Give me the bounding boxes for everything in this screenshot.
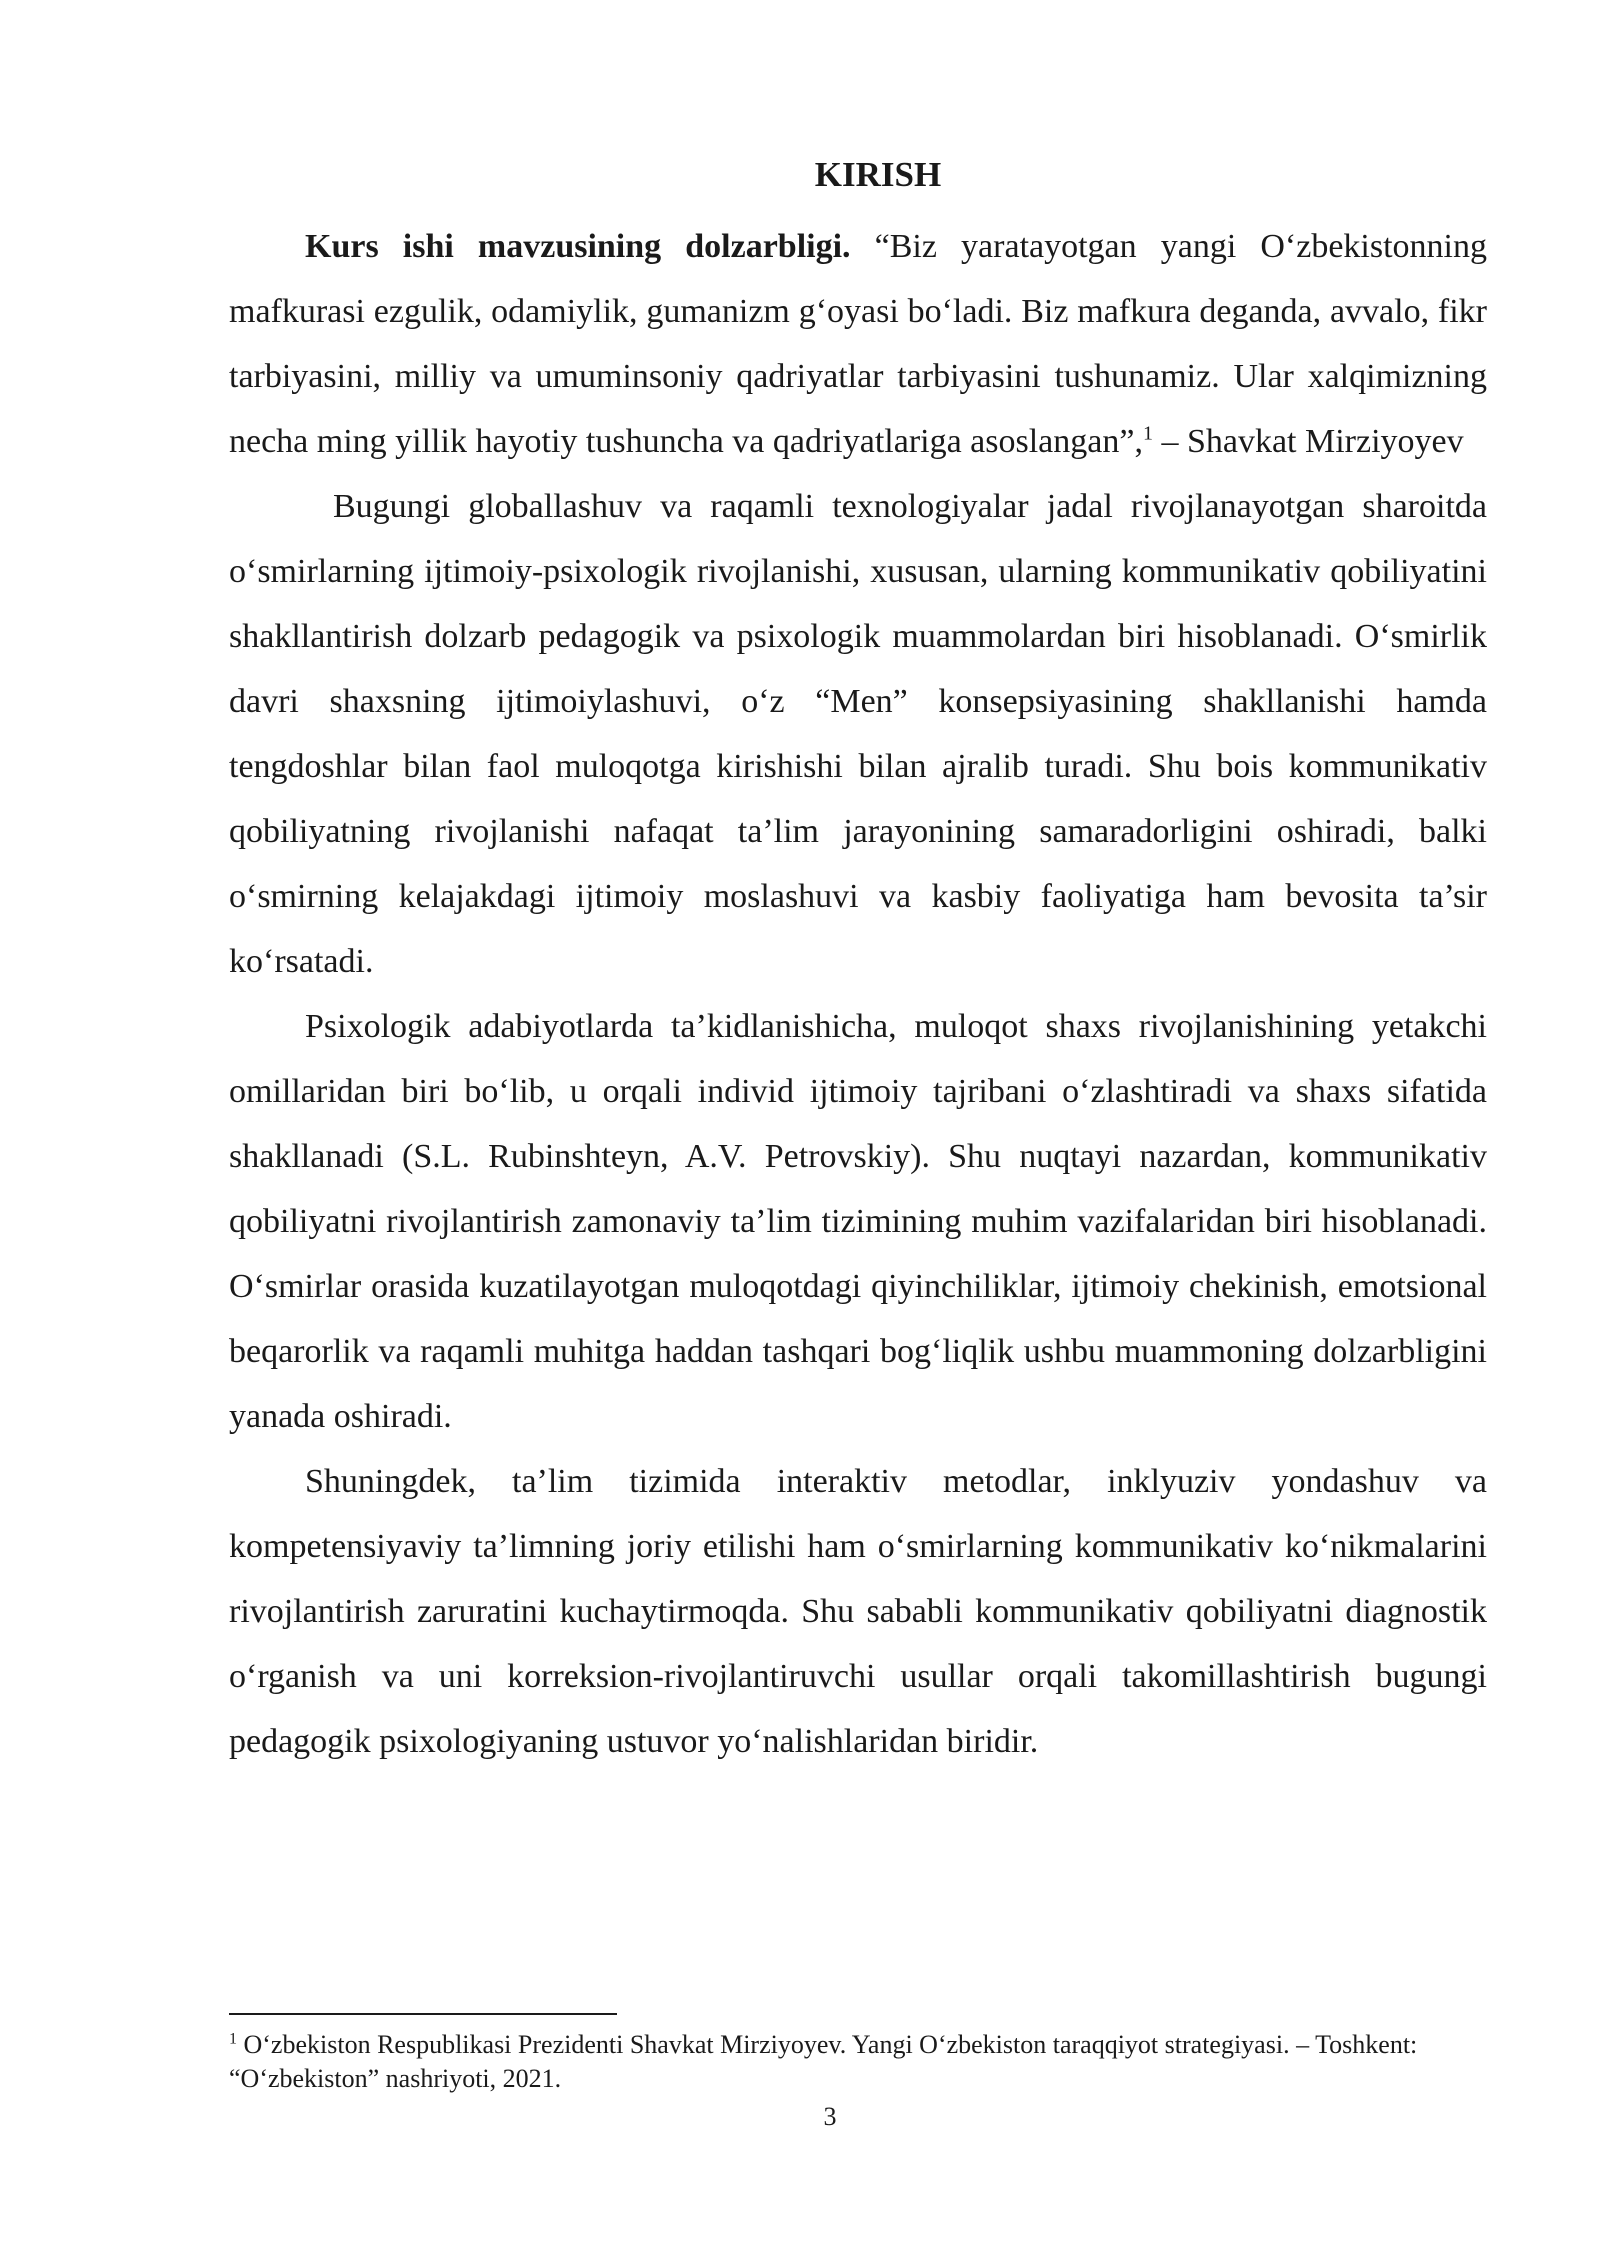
footnote-reference: 1 [1142, 422, 1153, 445]
president-quote: “Biz yaratayotgan yangi O‘zbekistonning mafkurasi ezgulik, odamiylik, gumanizm g‘oyasi bo‘ladi. Biz mafkura deganda, avvalo, fikr tarbiyasini, milliy va umuminsoniy qadriyatlar tarbiyasini tushunamiz. Ular xalqimizning necha ming yillik hayotiy tushuncha va qadriyatlariga asoslangan”, [229, 228, 1487, 460]
paragraph-relevance [229, 214, 1487, 474]
section-title: KIRISH [814, 155, 942, 194]
page-number: 3 [823, 2102, 837, 2131]
paragraph-literature: Psixologik adabiyotlarda ta’kidlanishicha, muloqot shaxs rivojlanishining yetakchi omillaridan biri bo‘lib, u orqali individ ijtimoiy tajribani o‘zlashtiradi va shaxs sifatida shakllanadi (S.L. Rubinshteyn, A.V. Petrovskiy). Shu nuqtayi nazardan, kommunikativ qobiliyatni rivojlantirish zamonaviy ta’lim tizimining muhim vazifalaridan biri hisoblanadi. O‘smirlar orasida kuzatilayotgan muloqotdagi qiyinchiliklar, ijtimoiy chekinish, emotsional beqarorlik va raqamli muhitga haddan tashqari bog‘liqlik ushbu muammoning dolzarbligini yanada oshiradi. [229, 1008, 1487, 1435]
footnote-marker: 1 [229, 2030, 237, 2048]
footnote [229, 2028, 1487, 2096]
paragraph-education-system: Shuningdek, ta’lim tizimida interaktiv metodlar, inklyuziv yondashuv va kompetensiyaviy ta’limning joriy etilishi ham o‘smirlarning kommunikativ ko‘nikmalarini rivojlantirish zaruratini kuchaytirmoqda. Shu sababli kommunikativ qobiliyatni diagnostik o‘rganish va uni korreksion-rivojlantiruvchi usullar orqali takomillashtirish bugungi pedagogik psixologiyaning ustuvor yo‘nalishlaridan biridir. [229, 1463, 1487, 1760]
document-body [229, 150, 1487, 1774]
paragraph-globalization: Bugungi globallashuv va raqamli texnologiyalar jadal rivojlanayotgan sharoitda o‘smirlarning ijtimoiy-psixologik rivojlanishi, xususan, ularning kommunikativ qobiliyatini shakllantirish dolzarb pedagogik va psixologik muammolardan biri hisoblanadi. O‘smirlik davri shaxsning ijtimoiylashuvi, o‘z “Men” konsepsiyasining shakllanishi hamda tengdoshlar bilan faol muloqotga kirishishi bilan ajralib turadi. Shu bois kommunikativ qobiliyatning rivojlanishi nafaqat ta’lim jarayonining samaradorligini oshiradi, balki o‘smirning kelajakdagi ijtimoiy moslashuvi va kasbiy faoliyatiga ham bevosita ta’sir ko‘rsatadi. [229, 488, 1487, 980]
paragraph-lead-heading: Kurs ishi mavzusining dolzarbligi. [305, 228, 851, 265]
quote-author: – Shavkat Mirziyoyev [1152, 423, 1464, 460]
footnote-text: O‘zbekiston Respublikasi Prezidenti Shavkat Mirziyoyev. Yangi O‘zbekiston taraqqiyot strategiyasi. – Toshkent: “O‘zbekiston” nashriyoti, 2021. [229, 2030, 1418, 2093]
footnote-separator [229, 2013, 617, 2015]
